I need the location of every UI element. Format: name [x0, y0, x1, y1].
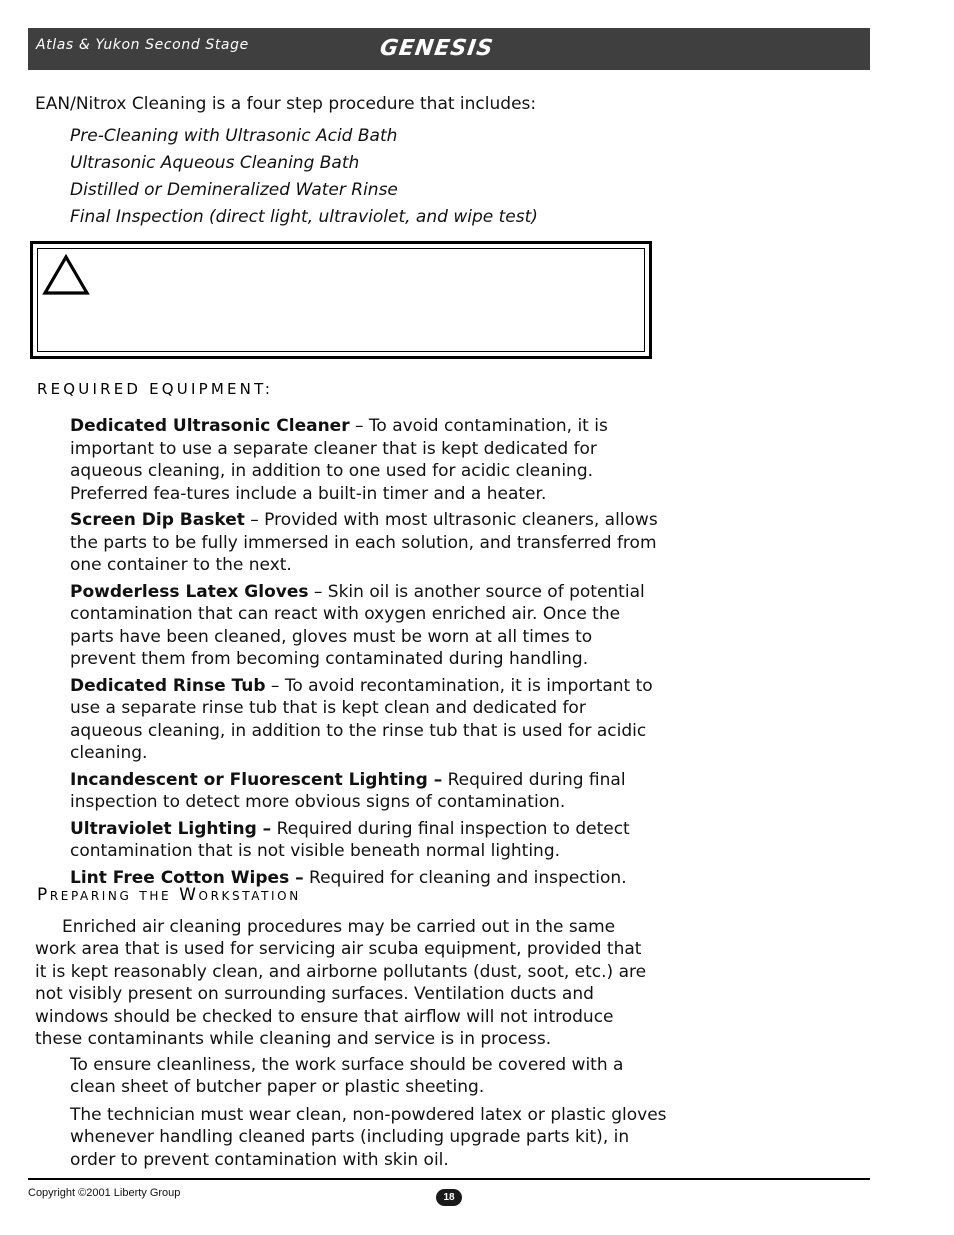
workstation-heading: Preparing the Workstation [37, 885, 301, 905]
intro-text: EAN/Nitrox Cleaning is a four step procedure that includes: [35, 94, 537, 114]
procedure-steps [70, 124, 538, 232]
procedure-step: Pre-Cleaning with Ultrasonic Acid Bath [70, 126, 398, 146]
required-equipment-heading: REQUIRED EQUIPMENT: [37, 380, 274, 398]
workstation-bullet: The technician must wear clean, non-powdered latex or plastic gloves whenever handling cleaned parts (including upgrade parts kit), in order to prevent contamination with skin oil. [70, 1104, 667, 1170]
equipment-term: Lint Free Cotton Wipes – [70, 867, 304, 888]
equipment-description: Required for cleaning and inspection. [303, 867, 627, 888]
equipment-term: Dedicated Ultrasonic Cleaner [70, 416, 350, 436]
equipment-term: Powderless Latex Gloves [70, 581, 309, 602]
equipment-description: – Provided with most ultrasonic cleaners, allows the parts to be fully immersed in each solution, and transferred from one container to the next. [70, 510, 658, 575]
procedure-step: Ultrasonic Aqueous Cleaning Bath [70, 153, 360, 173]
warning-inner-frame [37, 248, 645, 352]
workstation-bullet: To ensure cleanliness, the work surface should be covered with a clean sheet of butcher paper or plastic sheeting. [70, 1055, 624, 1098]
equipment-item [70, 415, 660, 505]
header-bar [28, 28, 870, 70]
equipment-term: Dedicated Rinse Tub [70, 675, 266, 696]
equipment-item [70, 769, 660, 814]
warning-triangle-icon [42, 253, 90, 297]
page-number-badge: 18 [436, 1189, 462, 1206]
equipment-description: – To avoid recontamination, it is important to use a separate rinse tub that is kept clean and dedicated for aqueous cleaning, in addition to the rinse tub that is used for acidic cleaning. [70, 675, 653, 763]
equipment-list [70, 415, 660, 893]
header-title: Atlas & Yukon Second Stage [36, 37, 249, 53]
workstation-bullets [70, 1054, 670, 1176]
equipment-term: Screen Dip Basket [70, 510, 245, 530]
equipment-description: Required during final inspection to detect more obvious signs of contamination. [70, 769, 626, 812]
equipment-item [70, 509, 660, 577]
equipment-description: Required during final inspection to detect contamination that is not visible beneath normal lighting. [70, 818, 630, 861]
equipment-term: Incandescent or Fluorescent Lighting – [70, 769, 443, 790]
procedure-step: Distilled or Demineralized Water Rinse [70, 180, 398, 200]
equipment-item [70, 581, 660, 671]
equipment-description: – Skin oil is another source of potential contamination that can react with oxygen enriched air. Once the parts have been cleaned, gloves must be worn at all times to prevent them from becoming contaminated during handling. [70, 581, 645, 669]
procedure-step: Final Inspection (direct light, ultraviolet, and wipe test) [70, 207, 538, 227]
warning-box [30, 241, 652, 359]
brand-logo: GENESIS [378, 36, 496, 61]
footer-divider [28, 1178, 870, 1180]
copyright-text: Copyright ©2001 Liberty Group [28, 1187, 181, 1199]
workstation-paragraph: Enriched air cleaning procedures may be carried out in the same work area that is used for servicing air scuba equipment, provided that it is kept reasonably clean, and airborne pollutants (dust, soot, etc.) are not visibly present on surrounding surfaces. Ventilation ducts and windows should be checked to ensure that airflow will not introduce these contaminants while cleaning and service is in process. [35, 917, 647, 1050]
equipment-item [70, 818, 660, 863]
equipment-description: – To avoid contamination, it is important to use a separate cleaner that is kept dedicated for aqueous cleaning, in addition to one used for acidic cleaning. Preferred fea-tures include a built-in timer and a heater. [70, 416, 608, 504]
equipment-item [70, 675, 660, 765]
equipment-term: Ultraviolet Lighting – [70, 818, 272, 839]
